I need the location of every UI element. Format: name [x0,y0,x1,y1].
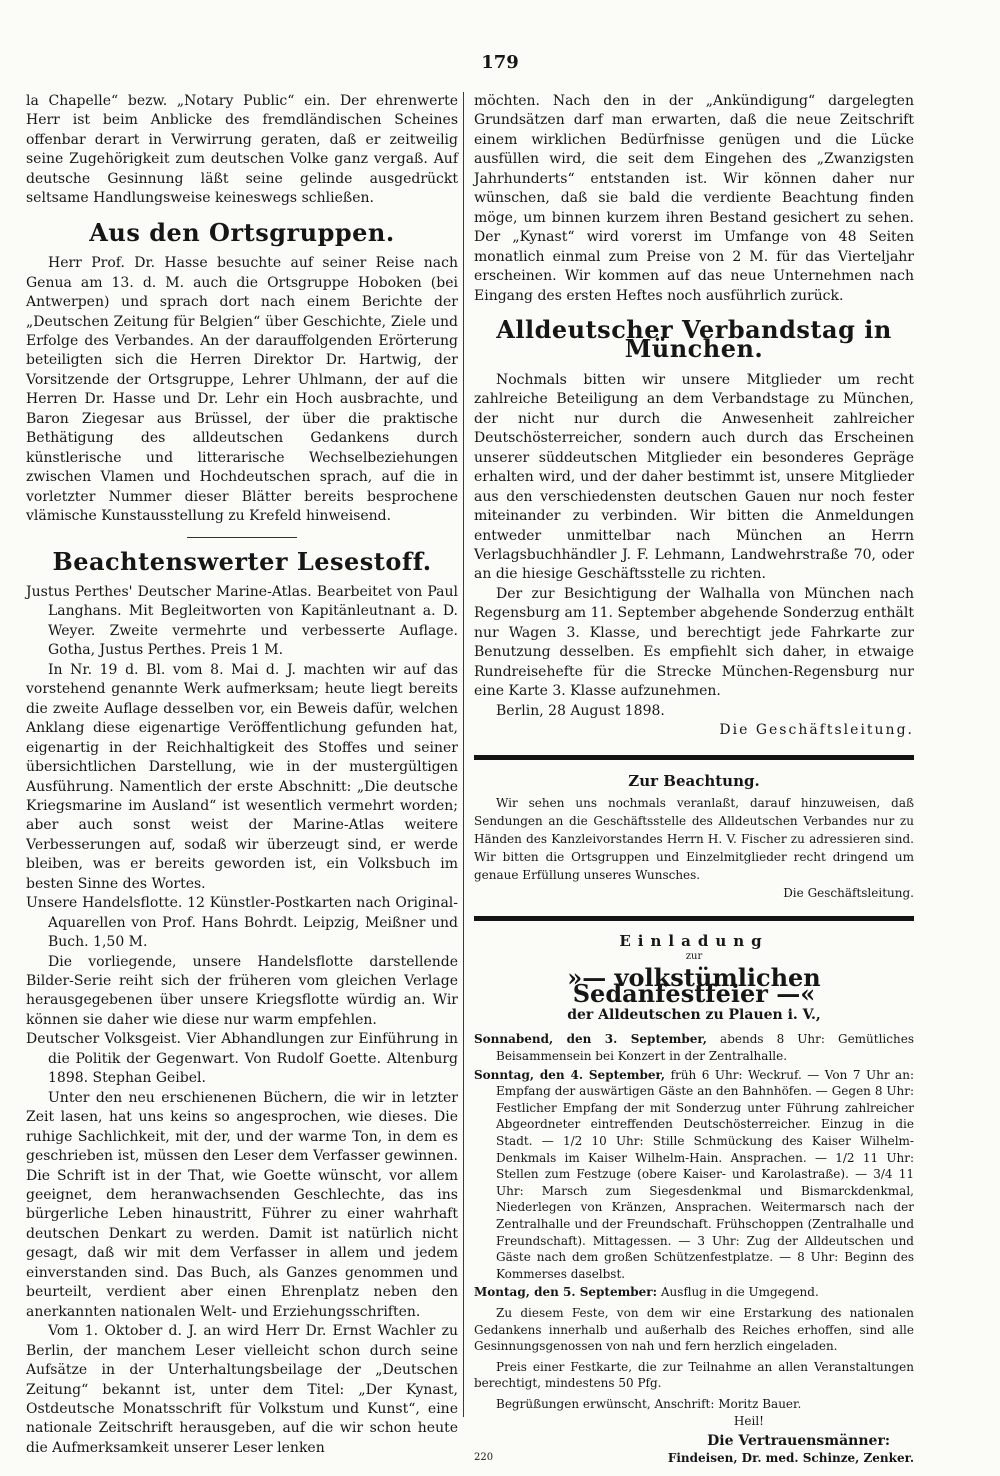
column-rule [463,92,464,1417]
signature-heading: Die Vertrauensmänner: [707,1433,890,1450]
program-item [474,1067,914,1283]
heavy-divider [474,755,914,760]
heavy-divider [474,916,914,921]
intro-paragraph: la Chapelle“ bezw. „Notary Public“ ein. Der ehrenwerte Herr ist beim Anblicke des fremdländischen Scheines offenbar derart in Verwirrung geraten, daß er zeitweilig seine Zugehörigkeit zum deutschen Volke ganz vergaß. Auf deutsche Gesinnung läßt seine gelinde ausgedrückt seltsame Handlungsweise keineswegs schließen. [26,93,458,207]
volksgeist-entry: Deutscher Volksgeist. Vier Abhandlungen zur Einführung in die Politik der Gegenwart. Von Rudolf Goette. Altenburg 1898. Stephan Geibel. [26,1031,458,1087]
handelsflotte-review: Die vorliegende, unsere Handelsflotte darstellende Bilder-Serie reiht sich der früheren vom gleichen Verlage herausgegebenen über unsere Kriegsflotte würdig an. Wir können sie daher wie diese nur warm empfehlen. [26,953,458,1028]
marine-atlas-review: In Nr. 19 d. Bl. vom 8. Mai d. J. machten wir auf das vorstehend genannte Werk aufmerksam; heute liegt bereits die zweite Auflage desselben vor, ein Beweis dafür, welchen Anklang diese eigenartige Veröffentlichung gefunden hat, eigenartig in der Reichhaltigkeit des Stoffes und seiner übersichtlichen Darstellung, wie in der mustergültigen Ausführung. Namentlich der erste Abschnitt: „Die deutsche Kriegsmarine im Ausland“ ist wesentlich vermehrt worden; aber auch sonst weist der Marine-Atlas weitere Verbesserungen auf, sodaß wir überzeugt sind, er werde bleiben, was er bereits geworden ist, ein Volksbuch im besten Sinne des Wortes. [26,661,458,892]
einladung-heil: Heil! [733,1413,764,1428]
volksgeist-review: Unter den neu erschienenen Büchern, die wir in letzter Zeit lasen, hat uns keins so angesprochen, wie dieses. Die ruhige Sachlichkeit, mit der, und der warme Ton, in dem es geschrieben ist, müssen den Leser dem Verfasser gewinnen. Die Schrift ist in der That, wie Goette wünscht, vor allem geeignet, dem heranwachsenden Geschlechte, das ins bürgerliche Leben hinaustritt, Führer zu einer wahrhaft deutschen Denkart zu werden. Damit ist natürlich nicht gesagt, daß wir mit dem Verfasser in allem und jedem einverstanden sind. Das Buch, als Ganzes genommen und beurteilt, verdient aber einen Ehrenplatz neben den anerkannten nationalen Welt- und Erziehungsschriften. [26,1089,458,1320]
program-item [474,1031,914,1064]
page-number: 179 [481,52,519,73]
beachtung-notice [474,772,914,902]
handelsflotte-entry: Unsere Handelsflotte. 12 Künstler-Postkarten nach Original-Aquarellen von Prof. Hans Bohrdt. Leipzig, Meißner und Buch. 1,50 M. [26,895,458,951]
einladung-heading: Einladung [619,931,769,950]
verbandstag-date: Berlin, 28 August 1898. [496,702,665,719]
marine-atlas-entry: Justus Perthes' Deutscher Marine-Atlas. Bearbeitet von Paul Langhans. Mit Begleitworten von Kapitänleutnant a. D. Weyer. Zweite vermehrte und verbesserte Auflage. Gotha, Justus Perthes. Preis 1 M. [26,583,458,659]
program-day: Sonntag, den 4. September, [474,1067,666,1082]
verbandstag-heading: Alldeutscher Verbandstag in München. [496,314,892,364]
signature-names: Findeisen, Dr. med. Schinze, Zenker. [667,1450,914,1465]
program-text: abends 8 Uhr: Gemütliches Beisammensein bei Konzert in der Zentralhalle. [496,1032,914,1064]
left-column [26,92,458,1458]
beachtung-heading: Zur Beachtung. [628,771,760,790]
lesestoff-heading: Beachtenswerter Lesestoff. [52,546,432,576]
program-day: Sonnabend, den 3. September, [474,1032,707,1047]
einladung-notice [474,933,914,1467]
program-item [474,1284,914,1301]
einladung-host: der Alldeutschen zu Plauen i. V., [567,1006,821,1023]
verbandstag-paragraph-1: Nochmals bitten wir unsere Mitglieder um recht zahlreiche Beteiligung an dem Verbandstage zu München, der nicht nur durch die Anwesenheit zahlreicher Deutschösterreicher, sondern auch durch das Erscheinen unserer süddeutschen Mitglieder ein besonderes Gepräge erhalten wird, und der daher bestimmt ist, unsere Mitglieder aus den verschiedensten deutschen Gauen nur noch fester miteinander zu verbinden. Wir bitten die Anmeldungen entweder unmittelbar nach München an Herrn Verlagsbuchhändler J. F. Lehmann, Landwehrstraße 70, oder an die hiesige Geschäftsstelle zu richten. [474,371,914,583]
section-divider [187,537,297,538]
program-day: Montag, den 5. September: [474,1285,658,1300]
beachtung-text: Wir sehen uns nochmals veranlaßt, darauf hinzuweisen, daß Sendungen an die Geschäftsstelle des Alldeutschen Verbandes nur zu Händen des Kanzleivorstandes Herrn H. V. Fischer zu adressieren sind. Wir bitten die Ortsgruppen und Einzelmitglieder recht dringend um genaue Erfüllung unseres Wunsches. [474,795,914,882]
einladung-paragraph-1: Zu diesem Feste, von dem wir eine Erstarkung des nationalen Gedankens innerhalb und außerhalb des Reiches erhoffen, sind alle Gesinnungsgenossen von nah und fern herzlich eingeladen. [474,1305,914,1354]
program-text: früh 6 Uhr: Weckruf. — Von 7 Uhr an: Empfang der auswärtigen Gäste an den Bahnhöfen. — Gegen 8 Uhr: Festlicher Empfang der mit Sonderzug unter Führung zahlreicher Abgeordneter eintreffenden Deutschösterreicher. Einzug in die Stadt. — 1/2 10 Uhr: Stille Schmückung des Kaiser Wilhelm-Denkmals im Kaiser Wilhelm-Hain. Ansprachen. — 1/2 11 Uhr: Stellen zum Festzuge (obere Kaiser- und Karolastraße). — 3/4 11 Uhr: Marsch zum Siegesdenkmal und Bismarckdenkmal, Niederlegen von Kränzen, Ansprachen. Weitermarsch nach der Zentralhalle und der Freundschaft. Frühschoppen (Zentralhalle und Freundschaft). Mittagessen. — 3 Uhr: Zug der Alldeutschen und Gäste nach dem großen Schützenfestplatze. — 8 Uhr: Beginn des Kommerses daselbst. [496,1067,914,1281]
wachler-paragraph: Vom 1. Oktober d. J. an wird Herr Dr. Ernst Wachler zu Berlin, der manchem Leser vielleicht schon durch seine Aufsätze in der Unterhaltungsbeilage der „Deutschen Zeitung“ bekannt ist, unter dem Titel: „Der Kynast, Ostdeutsche Monatsschrift für Volkstum und Kunst“, eine nationale Zeitschrift herausgeben, auf die wir schon heute die Aufmerksamkeit unserer Leser lenken [26,1323,458,1456]
einladung-paragraph-3: Begrüßungen erwünscht, Anschrift: Moritz Bauer. [496,1396,802,1411]
ortsgruppen-paragraph: Herr Prof. Dr. Hasse besuchte auf seiner Reise nach Genua am 13. d. M. auch die Ortsgruppe Hoboken (bei Antwerpen) und sprach dort nach einem Berichte der „Deutschen Zeitung für Belgien“ über Geschichte, Ziele und Erfolge des Verbandes. An der darauffolgenden Erörterung beteiligten sich die Herren Direktor Dr. Hartwig, der Vorsitzende der Ortsgruppe, Lehrer Uhlmann, der auf die Herren Dr. Hasse und Dr. Lehr ein Hoch ausbrachte, und Baron Ziegesar aus Brüssel, der über die praktische Bethätigung des alldeutschen Gedankens durch künstlerische und litterarische Wechselbeziehungen zwischen Vlamen und Hochdeutschen sprach, auf die in vorletzter Nummer dieser Blätter bereits besprochene vlämische Kunstausstellung zu Krefeld hinweisend. [26,255,458,525]
program-text: Ausflug in die Umgegend. [660,1285,819,1300]
ortsgruppen-heading: Aus den Ortsgruppen. [89,217,395,247]
beachtung-signature: Die Geschäftsleitung. [783,885,914,900]
einladung-event-title: »— volkstümlichen Sedanfestfeier —« [567,962,821,1009]
signature-block [474,1433,914,1466]
kynast-continuation: möchten. Nach den in der „Ankündigung“ dargelegten Grundsätzen darf man erwarten, daß die neue Zeitschrift einem wirklichen Bedürfnisse genügen und die Lücke ausfüllen wird, die seit dem Eingehen des „Zwanzigsten Jahrhunderts“ entstanden ist. Wir können daher nur wünschen, daß sie bald die verdiente Beachtung finden möge, um binnen kurzem ihren Bestand gesichert zu sehen. Der „Kynast“ wird vorerst im Umfange von 48 Seiten monatlich einmal zum Preise von 2 M. für das Vierteljahr erscheinen. Wir kommen auf das neue Unternehmen nach Eingang des ersten Heftes noch ausführlich zurück. [474,93,914,304]
verbandstag-paragraph-2: Der zur Besichtigung der Walhalla von München nach Regensburg am 11. September abgehende Sonderzug enthält nur Wagen 3. Klasse, und berechtigt jede Fahrkarte zur Benutzung desselben. Es empfiehlt sich daher, in etwaige Rundreisehefte für die Strecke München-Regensburg nur eine Karte 3. Klasse aufzunehmen. [474,585,914,700]
verbandstag-signature: Die Geschäftsleitung. [719,722,914,739]
folio-number: 220 [474,1451,494,1463]
einladung-zur: zur [685,951,703,963]
right-column [474,92,914,1466]
einladung-paragraph-2: Preis einer Festkarte, die zur Teilnahme an allen Veranstaltungen berechtigt, mindestens 50 Pfg. [474,1359,914,1391]
